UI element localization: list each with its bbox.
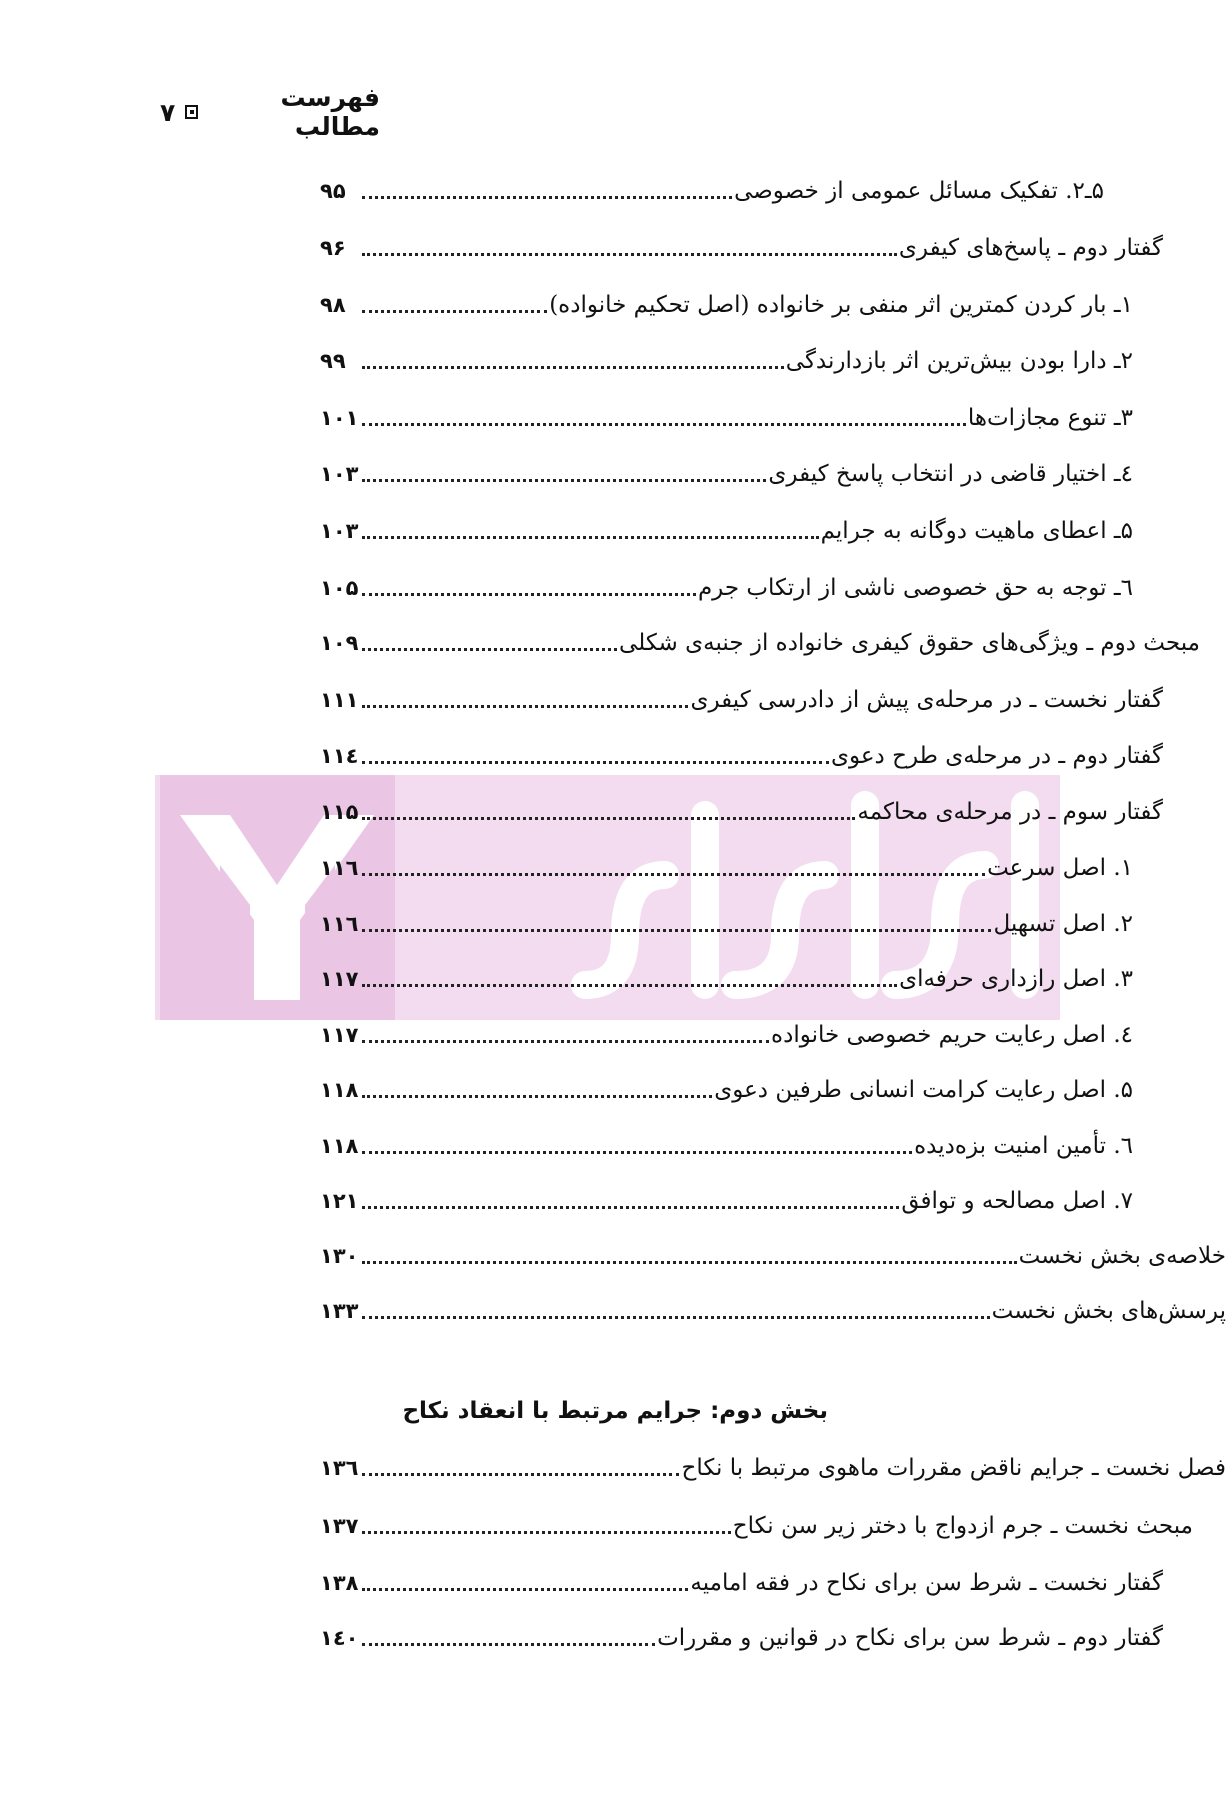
toc-title: ٦ـ توجه به حق خصوصی ناشی از ارتکاب جرم: [697, 575, 1133, 601]
toc-title: ۲. اصل تسهیل: [993, 911, 1133, 937]
toc-row: [320, 1503, 1193, 1543]
toc-dot-leader: [362, 984, 897, 987]
page-header: [160, 83, 380, 141]
toc-row: [320, 565, 1133, 605]
toc-row: [320, 1445, 1226, 1485]
toc-title: ۱. اصل سرعت: [987, 855, 1133, 881]
toc-title: ۵ـ۲. تفکیک مسائل عمومی از خصوصی: [734, 178, 1104, 204]
toc-title: گفتار دوم ـ در مرحله‌ی طرح دعوی: [830, 743, 1163, 769]
toc-row: [320, 1615, 1163, 1655]
header-page-number: ۷: [160, 97, 176, 127]
toc-page-number: ۱۲۱: [320, 1189, 359, 1213]
toc-page-number: ۱۱۸: [320, 1134, 359, 1158]
toc-title: ۵ـ اعطای ماهیت دوگانه به جرایم: [820, 518, 1133, 544]
toc-title: ۷. اصل مصالحه و توافق: [901, 1188, 1133, 1214]
toc-dot-leader: [362, 310, 547, 313]
toc-dot-leader: [362, 1588, 688, 1591]
toc-title: ٤. اصل رعایت حریم خصوصی خانواده: [771, 1022, 1133, 1048]
toc-row: [320, 508, 1133, 548]
toc-title: ۳. اصل رازداری حرفه‌ای: [899, 966, 1133, 992]
toc-dot-leader: [362, 479, 766, 482]
header-title: فهرست مطالب: [280, 83, 380, 141]
toc-dot-leader: [362, 1316, 990, 1319]
toc-page-number: ۱۰۳: [320, 519, 359, 543]
toc-dot-leader: [362, 1040, 769, 1043]
toc-title: فصل نخست ـ جرایم ناقض مقررات ماهوی مرتبط با نکاح: [681, 1455, 1226, 1481]
toc-page-number: ۱۳۷: [320, 1514, 359, 1538]
toc-page-number: ۹۸: [320, 293, 346, 317]
toc-page-number: ۱۰۵: [320, 576, 359, 600]
toc-dot-leader: [362, 929, 991, 932]
toc-title: گفتار نخست ـ در مرحله‌ی پیش از دادرسی کیفری: [690, 687, 1163, 713]
toc-title: ۲ـ دارا بودن بیش‌ترین اثر بازدارندگی: [785, 348, 1133, 374]
toc-title: گفتار دوم ـ شرط سن برای نکاح در قوانین و مقررات: [657, 1625, 1163, 1651]
toc-dot-leader: [362, 817, 855, 820]
toc-page-number: ۱۱۱: [320, 688, 359, 712]
toc-dot-leader: [362, 593, 696, 596]
toc-title: مبحث نخست ـ جرم ازدواج با دختر زیر سن نکاح: [732, 1513, 1193, 1539]
toc-row: [320, 1178, 1133, 1218]
toc-row: [320, 677, 1163, 717]
toc-page-number: ۱۰۱: [320, 406, 359, 430]
toc-page-number: ۱۰۹: [320, 631, 359, 655]
toc-row: [320, 225, 1163, 265]
toc-title: ٦. تأمین امنیت بزه‌دیده: [914, 1133, 1133, 1159]
toc-row: [320, 1123, 1133, 1163]
section-heading: بخش دوم: جرایم مرتبط با انعقاد نکاح: [402, 1398, 828, 1424]
toc-dot-leader: [362, 1643, 655, 1646]
toc-row: [320, 956, 1133, 996]
toc-page-number: ۱۱۷: [320, 967, 359, 991]
toc-row: [320, 733, 1163, 773]
toc-dot-leader: [362, 761, 829, 764]
toc-row: [320, 901, 1133, 941]
toc-page-number: ۱۳۰: [320, 1244, 359, 1268]
toc-dot-leader: [362, 196, 732, 199]
toc-title: ۵. اصل رعایت کرامت انسانی طرفین دعوی: [714, 1077, 1133, 1103]
toc-dot-leader: [362, 1261, 1017, 1264]
toc-row: [320, 338, 1133, 378]
toc-dot-leader: [362, 366, 784, 369]
toc-title: گفتار دوم ـ پاسخ‌های کیفری: [898, 235, 1163, 261]
toc-row: [320, 395, 1133, 435]
toc-dot-leader: [362, 648, 617, 651]
toc-page-number: ۱۰۳: [320, 462, 359, 486]
toc-title: ۳ـ تنوع مجازات‌ها: [967, 405, 1133, 431]
toc-page-number: ۱۱٤: [320, 744, 359, 768]
toc-row: [320, 845, 1133, 885]
toc-page-number: ۱۱۸: [320, 1078, 359, 1102]
toc-title: گفتار سوم ـ در مرحله‌ی محاکمه: [857, 799, 1163, 825]
toc-page-number: ۱۳٦: [320, 1456, 359, 1480]
toc-title: گفتار نخست ـ شرط سن برای نکاح در فقه امامیه: [690, 1570, 1163, 1596]
toc-dot-leader: [362, 1151, 912, 1154]
toc-title: ٤ـ اختیار قاضی در انتخاب پاسخ کیفری: [768, 461, 1133, 487]
toc-dot-leader: [362, 1206, 899, 1209]
toc-dot-leader: [362, 1531, 731, 1534]
header-square-icon: [185, 105, 198, 119]
toc-page-number: ۹۵: [320, 179, 346, 203]
toc-row: [320, 789, 1163, 829]
toc-row: [320, 1233, 1226, 1273]
toc-row: [320, 451, 1133, 491]
toc-page-number: ۱۱٦: [320, 912, 359, 936]
toc-title: مبحث دوم ـ ویژگی‌های حقوق کیفری خانواده از جنبه‌ی شکلی: [619, 630, 1200, 656]
toc-page-number: ۹۹: [320, 349, 346, 373]
toc-title: پرسش‌های بخش نخست: [991, 1298, 1226, 1324]
toc-page-number: ۱۳۸: [320, 1571, 359, 1595]
toc-dot-leader: [362, 536, 819, 539]
toc-row: [320, 1012, 1133, 1052]
toc-dot-leader: [362, 423, 966, 426]
toc-page-number: ۱۳۳: [320, 1299, 359, 1323]
toc-row: [320, 282, 1133, 322]
toc-page-number: ۱۱۷: [320, 1023, 359, 1047]
toc-page-number: ۱۱۵: [320, 800, 359, 824]
toc-row: [320, 1067, 1133, 1107]
toc-row: [320, 168, 1104, 208]
toc-title: خلاصه‌ی بخش نخست: [1018, 1243, 1226, 1269]
toc-dot-leader: [362, 253, 897, 256]
toc-page-number: ۱۱٦: [320, 856, 359, 880]
toc-row: [320, 620, 1200, 660]
toc-dot-leader: [362, 1473, 679, 1476]
toc-page-number: ۹۶: [320, 236, 346, 260]
toc-dot-leader: [362, 705, 688, 708]
toc-dot-leader: [362, 873, 985, 876]
toc-page-number: ۱٤۰: [320, 1626, 359, 1650]
toc-row: [320, 1288, 1226, 1328]
toc-title: ۱ـ بار کردن کمترین اثر منفی بر خانواده (اصل تحکیم خانواده): [549, 292, 1133, 318]
toc-dot-leader: [362, 1095, 712, 1098]
toc-row: [320, 1560, 1163, 1600]
